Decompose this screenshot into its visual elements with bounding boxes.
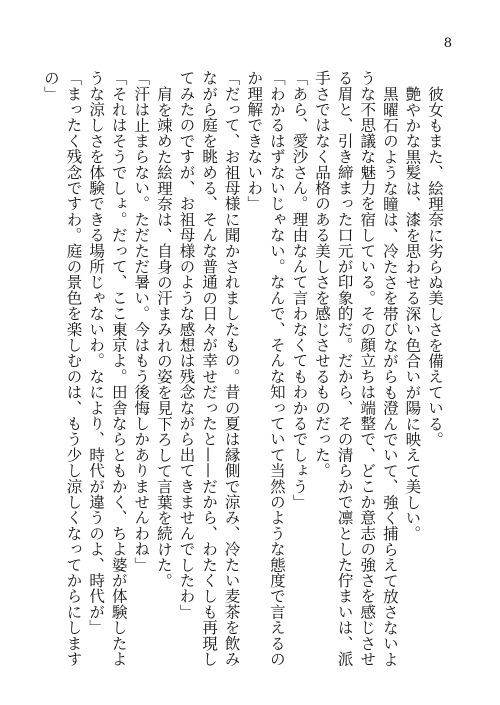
paragraph: 肩を竦めた絵理奈は、自身の汗まみれの姿を見下ろして言葉を続けた。: [154, 85, 173, 588]
dialogue-line: 「わかるはずないじゃない。なんで、そんな知っていて当然のような態度で言えるのか理解できないわ」: [245, 70, 286, 667]
dialogue-line: 「汗は止まらない。ただただ暑い。今はもう後悔しかありませんわね」: [132, 70, 151, 573]
paragraph: 彼女もまた、絵理奈に劣らぬ美しさを備えている。: [426, 85, 444, 447]
dialogue-line: 「だって、お祖母様に聞かされましたもの。昔の夏は縁側で涼み、冷たい麦茶を飲みながら庭を眺める、そんな普通の日々が幸せだったと——だから、わたくしも再現してみたのですが、お祖母様のような感想は残念ながら出てきませんでしたわ」: [177, 70, 241, 667]
dialogue-line: 「あら、愛沙さん。理由なんて言わなくてもわかるでしょう」: [290, 70, 309, 510]
paragraph: 艶やかな黒髪は、漆を思わせる深い色合いが陽に映えて美しい。: [403, 85, 422, 541]
paragraph: 黒曜石のような瞳は、冷たさを帯びながらも澄んでいて、強く捕らえて放さないような不思議な魅力を宿している。その顔立ちは端整で、どこか意志の強さを感じさせる眉と、引き締まった口元が印象的だ。だから、その清らかで凛とした佇まいは、派手さではなく品格のある美しさを感じさせるものだった。: [313, 70, 399, 667]
page-number: 8: [443, 36, 452, 51]
dialogue-line: 「それはそうでしょ。だって、ここ東京よ。田舎ならともかく、ちよ婆が体験したような涼しさを体験できる場所じゃないわ。なにより、時代が違うのよ、時代が」: [87, 70, 128, 667]
dialogue-line: 「まったく残念ですわ。庭の景色を楽しむのは、もう少し涼しくなってからにしますの」: [41, 70, 83, 667]
novel-body-text: [41, 70, 446, 670]
